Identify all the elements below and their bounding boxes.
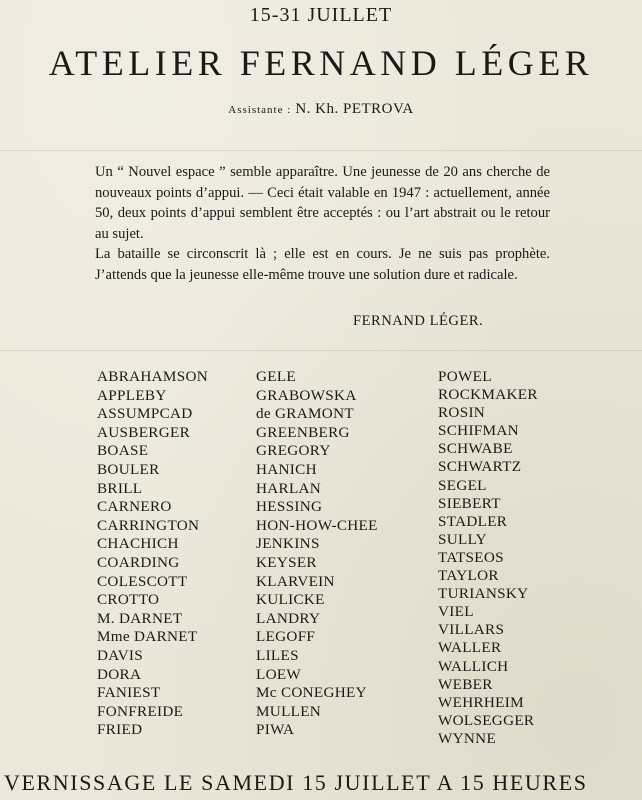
student-name: WEBER bbox=[438, 675, 493, 693]
student-name: TATSEOS bbox=[438, 548, 504, 566]
signature: FERNAND LÉGER. bbox=[353, 313, 484, 329]
student-name: WEHRHEIM bbox=[438, 693, 524, 711]
student-name: MULLEN bbox=[256, 702, 322, 720]
leger-statement bbox=[95, 162, 550, 285]
student-name: GREENBERG bbox=[256, 423, 350, 441]
student-name: KULICKE bbox=[256, 591, 325, 609]
student-name: Mme DARNET bbox=[97, 628, 198, 646]
student-name: de GRAMONT bbox=[256, 405, 354, 423]
student-name: WOLSEGGER bbox=[438, 711, 535, 729]
student-name: GRABOWSKA bbox=[256, 386, 357, 404]
vernissage-announcement: VERNISSAGE LE SAMEDI 15 JUILLET A 15 HEURES bbox=[4, 770, 588, 795]
student-name: HARLAN bbox=[256, 479, 322, 497]
student-name: DORA bbox=[97, 665, 142, 683]
paper-fold-line bbox=[0, 350, 642, 351]
student-name: CROTTO bbox=[97, 591, 160, 609]
student-name: SCHIFMAN bbox=[438, 422, 519, 440]
student-name: GELE bbox=[256, 368, 296, 385]
student-name: HANICH bbox=[256, 460, 317, 478]
student-name: CHACHICH bbox=[97, 535, 179, 553]
student-name: SULLY bbox=[438, 530, 487, 548]
student-name: ABRAHAMSON bbox=[97, 368, 209, 385]
student-name: WALLICH bbox=[438, 657, 509, 675]
student-name: CARNERO bbox=[97, 498, 172, 516]
student-name: TAYLOR bbox=[438, 567, 499, 585]
statement-paragraph-2: La bataille se circonscrit là ; elle est en cours. Je ne suis pas prophète. J’attends que la jeunesse elle-même trouve une solution dure et radicale. bbox=[95, 246, 550, 283]
student-name: CARRINGTON bbox=[97, 516, 200, 534]
student-name: SEGEL bbox=[438, 476, 487, 494]
student-name: COLESCOTT bbox=[97, 572, 188, 590]
student-name: M. DARNET bbox=[97, 609, 183, 627]
student-name: SIEBERT bbox=[438, 494, 501, 512]
student-name: GREGORY bbox=[256, 442, 331, 460]
student-name: LILES bbox=[256, 646, 299, 664]
student-name: SCHWARTZ bbox=[438, 458, 522, 476]
student-name: ROSIN bbox=[438, 404, 486, 422]
student-name: STADLER bbox=[438, 512, 508, 530]
student-name: APPLEBY bbox=[97, 386, 167, 404]
student-name: COARDING bbox=[97, 553, 180, 571]
student-name: FONFREIDE bbox=[97, 702, 184, 720]
date-range: 15-31 JUILLET bbox=[249, 4, 393, 26]
student-name: Mc CONEGHEY bbox=[256, 684, 367, 702]
student-name: AUSBERGER bbox=[97, 423, 190, 441]
student-name: PIWA bbox=[256, 721, 295, 739]
student-name: VIEL bbox=[438, 603, 474, 621]
statement-paragraph-1: Un “ Nouvel espace ” semble apparaître. Une jeunesse de 20 ans cherche de nouveaux points d’appui. — Ceci était valable en 1947 : actuellement, année 50, deux points d’appui semblent être acceptés : ou l’art abstrait ou le retour au sujet. bbox=[95, 164, 550, 242]
assistant-line bbox=[0, 101, 642, 118]
paper-fold-line bbox=[0, 150, 642, 151]
student-name: BOASE bbox=[97, 442, 149, 460]
student-name: KEYSER bbox=[256, 553, 317, 571]
student-name: DAVIS bbox=[97, 646, 143, 664]
assistant-name: N. Kh. PETROVA bbox=[295, 101, 414, 117]
student-name: POWEL bbox=[438, 368, 492, 385]
student-name: SCHWABE bbox=[438, 440, 513, 458]
student-name: KLARVEIN bbox=[256, 572, 335, 590]
student-name: HON-HOW-CHEE bbox=[256, 516, 378, 534]
student-name: BRILL bbox=[97, 479, 143, 497]
student-name: LEGOFF bbox=[256, 628, 316, 646]
student-names-column-1 bbox=[97, 368, 208, 740]
student-name: TURIANSKY bbox=[438, 585, 529, 603]
student-name: ROCKMAKER bbox=[438, 386, 538, 404]
student-name: WALLER bbox=[438, 639, 502, 657]
student-name: ASSUMPCAD bbox=[97, 405, 193, 423]
student-name: HESSING bbox=[256, 498, 323, 516]
page-title: ATELIER FERNAND LÉGER bbox=[48, 43, 594, 83]
student-name: JENKINS bbox=[256, 535, 320, 553]
student-name: VILLARS bbox=[438, 621, 505, 639]
student-name: FRIED bbox=[97, 721, 143, 739]
student-names-column-3 bbox=[438, 368, 538, 748]
student-name: WYNNE bbox=[438, 729, 497, 747]
student-name: LOEW bbox=[256, 665, 302, 683]
assistant-label: Assistante : bbox=[228, 104, 292, 116]
student-name: BOULER bbox=[97, 460, 160, 478]
student-name: FANIEST bbox=[97, 684, 161, 702]
student-name: LANDRY bbox=[256, 609, 321, 627]
student-names-column-2 bbox=[256, 368, 378, 740]
